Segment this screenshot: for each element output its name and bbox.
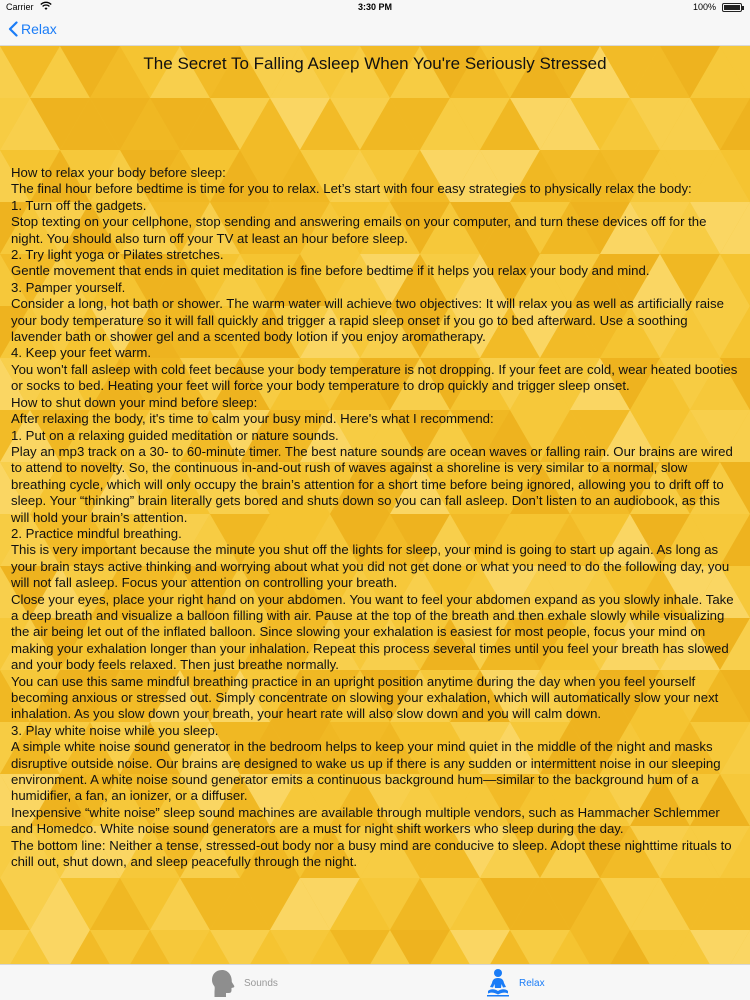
article-line: 1. Put on a relaxing guided meditation or nature sounds.: [11, 427, 339, 443]
status-time: 3:30 PM: [357, 2, 392, 12]
article-line: You can use this same mindful breathing practice in an upright position anytime during the day when you feel yourself becoming anxious or stressed out. Simply concentrate on slowing your exhalation, which will automatically slow your next inhalation. As you slow down your breath, your heart rate will also slow down and you will calm down.: [11, 673, 719, 722]
article-line: How to relax your body before sleep:: [11, 165, 226, 180]
article-line: Close your eyes, place your right hand on your abdomen. You want to feel your abdomen expand as you slowly inhale. Take a deep breath and visualize a balloon filling with air. Pause at the top of the breath and then exhale slowly while visualizing the air being let out of the inflated balloon. Since slowing your exhalation is easiest for most people, focus your mind on making your exhalation longer than your inhalation. Repeat this process several times until you feel your breath has slowed and your body feels relaxed. Then just breathe normally.: [11, 591, 734, 673]
article-line: A simple white noise sound generator in the bedroom helps to keep your mind quiet in the middle of the night and masks disruptive outside noise. Our brains are designed to wake us up if there is any sudden or intermittent noise in our sleeping environment. A white noise sound generator emits a continuous background hum—similar to the background hum of a humidifier, a fan, an ionizer, or a diffuser.: [11, 739, 721, 804]
article-line: The bottom line: Neither a tense, stressed-out body nor a busy mind are conducive to sleep. Adopt these nighttime rituals to chill out, shut down, and sleep peacefully through the night.: [11, 837, 732, 870]
article-line: After relaxing the body, it's time to calm your busy mind. Here's what I recommend:: [11, 411, 494, 427]
content: [0, 46, 750, 964]
page-title: The Secret To Falling Asleep When You're Seriously Stressed: [143, 54, 607, 73]
article-line: 2. Try light yoga or Pilates stretches.: [11, 247, 224, 263]
article-line: This is very important because the minute you shut off the lights for sleep, your mind is going to start up again. As long as your brain stays active thinking and worrying about what you did not get done or what you need to do the following day, you will not fall asleep. Focus your attention on controlling your breath.: [11, 542, 730, 591]
tab-relax-label: Relax: [519, 977, 545, 989]
article-line: The final hour before bedtime is time for you to relax. Let’s start with four easy strategies to physically relax the body:: [11, 181, 692, 197]
article-line: 4. Keep your feet warm.: [11, 345, 152, 361]
article-line: 3. Play white noise while you sleep.: [11, 722, 219, 738]
back-button-label: Relax: [21, 21, 57, 37]
carrier-label: Carrier: [6, 2, 34, 12]
article-text: [11, 165, 741, 870]
article-line: Play an mp3 track on a 30- to 60-minute timer. The best nature sounds are ocean waves or falling rain. Our brains are wired to attend to novelty. So, the continuous in-and-out rush of waves against a shoreline is very similar to a normal, slow breathing cycle, which will only occupy the brain’s attention for a short time before being ignored, allowing you to drift off to sleep. Your “thinking” brain literally gets bored and shuts down so you can fall asleep. Don’t listen to an audiobook, as this will hold your brain’s attention.: [11, 443, 733, 525]
article-line: Gentle movement that ends in quiet meditation is fine before bedtime if it helps you relax your body and mind.: [11, 263, 650, 279]
status-bar: [0, 0, 750, 16]
article-line: How to shut down your mind before sleep:: [11, 394, 258, 410]
article-line: 1. Turn off the gadgets.: [11, 197, 147, 213]
nav-bar: [0, 16, 750, 46]
head-silhouette-icon: [210, 968, 236, 998]
article-line: 3. Pamper yourself.: [11, 279, 126, 295]
article-line: Stop texting on your cellphone, stop sending and answering emails on your computer, and turn these devices off for the night. You should also turn off your TV at least an hour before sleep.: [11, 214, 707, 246]
tab-bar: [0, 964, 750, 1000]
chevron-left-icon: [8, 21, 18, 37]
back-button[interactable]: [8, 21, 57, 37]
tab-sounds[interactable]: [210, 968, 278, 998]
battery-percent: 100%: [692, 2, 716, 12]
article-line: Inexpensive “white noise” sleep sound machines are available through multiple vendors, such as Hammacher Schlemmer and Homedco. White noise sound generators are a must for night shift workers who sleep during the day.: [11, 804, 720, 837]
battery-icon: [722, 3, 742, 12]
tab-sounds-label: Sounds: [244, 977, 278, 989]
meditation-icon: [485, 968, 511, 998]
article-line: 2. Practice mindful breathing.: [11, 525, 182, 541]
tab-relax[interactable]: [485, 968, 545, 998]
article-line: You won't fall asleep with cold feet because your body temperature is not dropping. If your feet are cold, wear heated booties or socks to bed. Heating your feet will force your body temperature to drop quickly and trigger sleep onset.: [11, 361, 738, 394]
article-line: Consider a long, hot bath or shower. The warm water will achieve two objectives: It will relax you as well as artificially raise your body temperature so it will fall quickly and trigger a rapid sleep onset if you go to bed afterward. Use a soothing lavender bath or shower gel and a scented body lotion if you enjoy aromatherapy.: [11, 296, 724, 345]
